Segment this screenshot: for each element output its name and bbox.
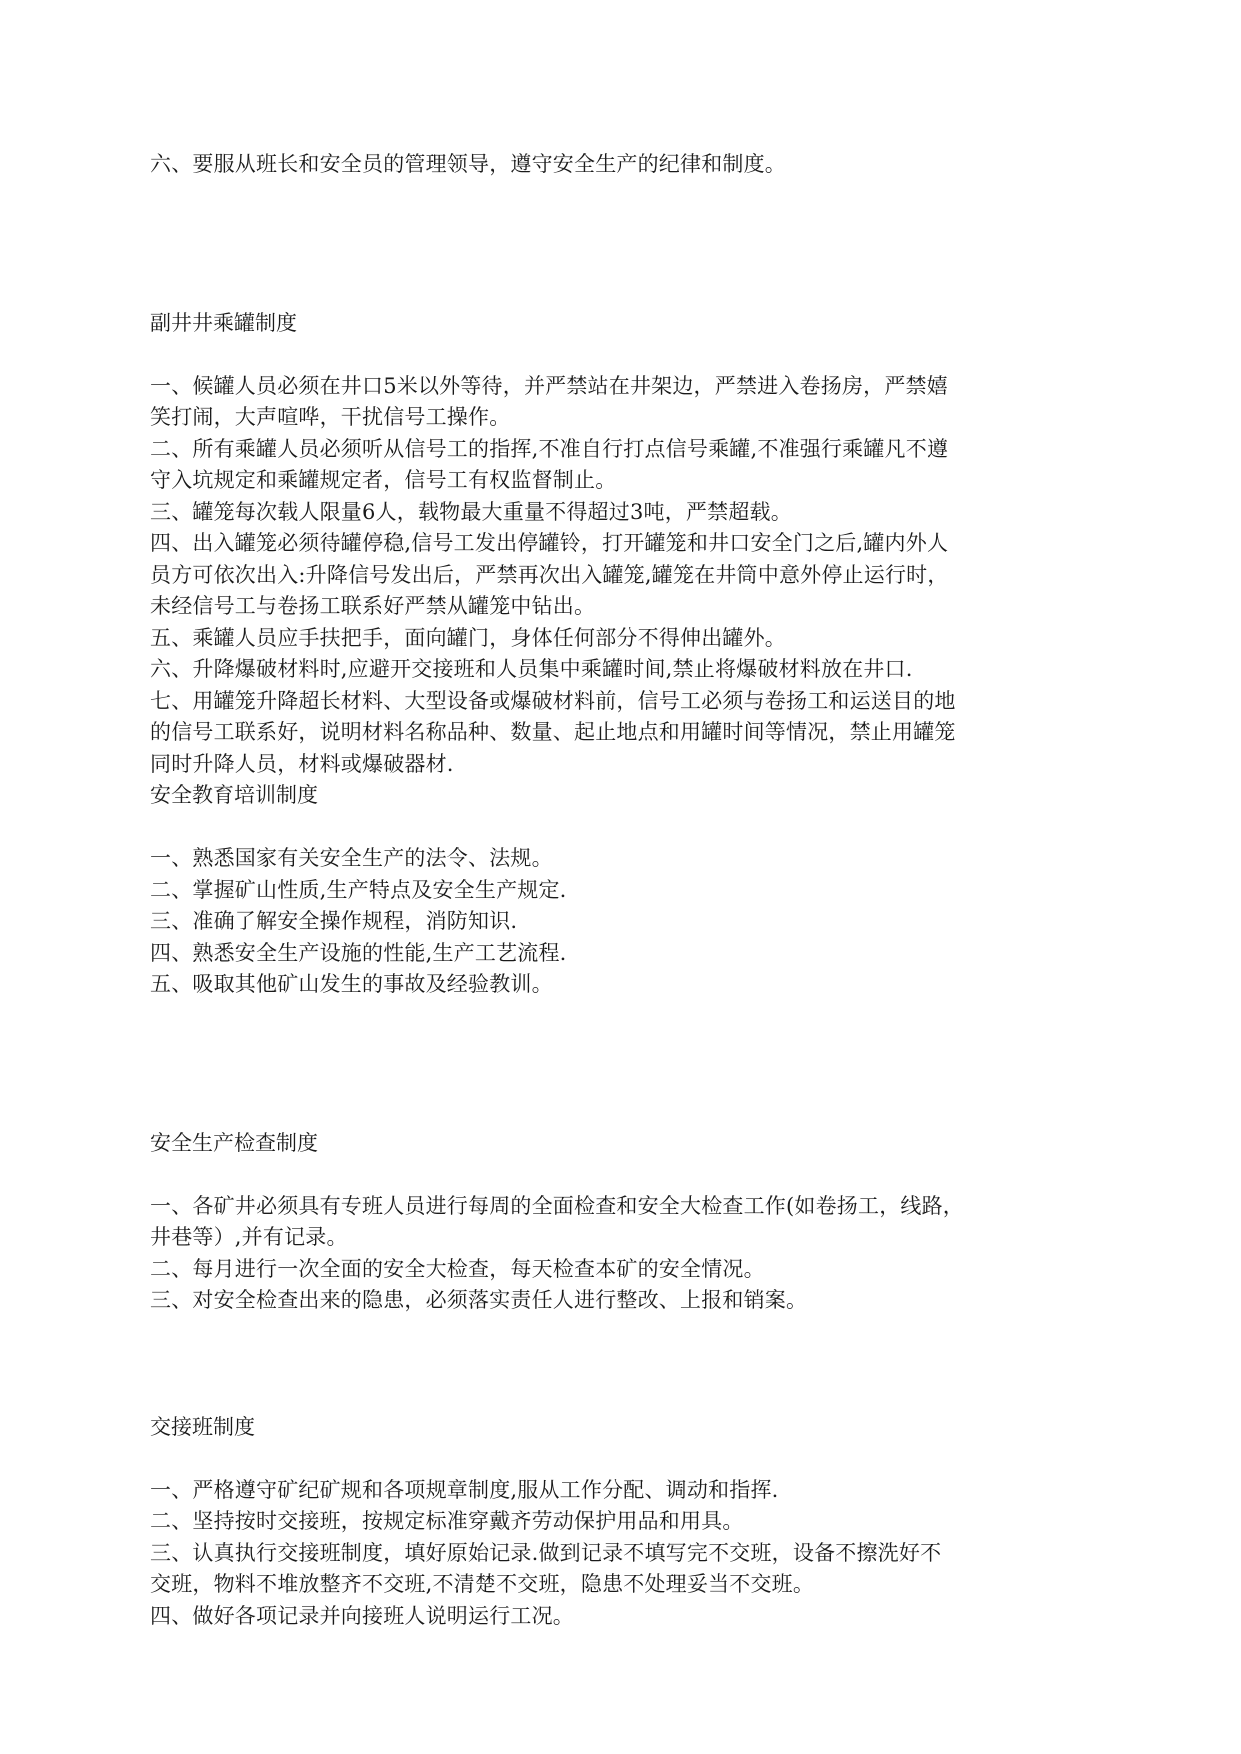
spacer — [150, 339, 1090, 371]
body-line: 未经信号工与卷扬工联系好严禁从罐笼中钻出。 — [150, 594, 596, 618]
body-line: 五、吸取其他矿山发生的事故及经验教训。 — [150, 972, 553, 996]
body-line: 二、每月进行一次全面的安全大检查，每天检查本矿的安全情况。 — [150, 1256, 765, 1281]
body-line: 同时升降人员，材料或爆破器材. — [150, 751, 454, 776]
spacer — [150, 1001, 1090, 1128]
body-line: 三、罐笼每次载人限量6人，载物最大重量不得超过3吨，严禁超载。 — [150, 499, 792, 524]
body-line: 二、所有乘罐人员必须听从信号工的指挥,不准自行打点信号乘罐,不准强行乘罐凡不遵 — [150, 436, 949, 461]
body-line: 三、对安全检查出来的隐患，必须落实责任人进行整改、上报和销案。 — [150, 1288, 808, 1312]
spacer — [150, 812, 1090, 844]
body-line: 三、认真执行交接班制度，填好原始记录.做到记录不填写完不交班，设备不擦洗好不 — [150, 1540, 942, 1565]
section-body — [150, 1475, 1090, 1633]
spacer — [150, 1317, 1090, 1412]
spacer — [150, 181, 1090, 308]
body-line: 四、做好各项记录并向接班人说明运行工况。 — [150, 1603, 574, 1628]
section-title: 安全生产检查制度 — [150, 1130, 318, 1155]
intro-line: 六、要服从班长和安全员的管理领导，遵守安全生产的纪律和制度。 — [150, 152, 786, 176]
body-line: 守入坑规定和乘罐规定者，信号工有权监督制止。 — [150, 468, 617, 492]
body-line: 三、准确了解安全操作规程，消防知识. — [150, 909, 518, 933]
section-body — [150, 843, 1090, 1001]
body-line: 四、熟悉安全生产设施的性能,生产工艺流程. — [150, 940, 567, 965]
body-line: 的信号工联系好，说明材料名称品种、数量、起止地点和用罐时间等情况，禁止用罐笼 — [150, 720, 956, 744]
spacer — [150, 1159, 1090, 1191]
document-page — [150, 149, 1090, 1632]
body-line: 一、熟悉国家有关安全生产的法令、法规。 — [150, 846, 553, 870]
body-line: 四、出入罐笼必须待罐停稳,信号工发出停罐铃，打开罐笼和井口安全门之后,罐内外人 — [150, 531, 949, 555]
body-line: 笑打闹，大声喧哗，干扰信号工操作。 — [150, 405, 511, 429]
body-line: 员方可依次出入:升降信号发出后，严禁再次出入罐笼,罐笼在井筒中意外停止运行时， — [150, 562, 949, 587]
body-line: 一、各矿井必须具有专班人员进行每周的全面检查和安全大检查工作(如卷扬工，线路， — [150, 1193, 964, 1218]
body-line: 二、掌握矿山性质,生产特点及安全生产规定. — [150, 877, 567, 902]
section-body — [150, 1191, 1090, 1317]
section-title: 交接班制度 — [150, 1414, 255, 1439]
body-line: 交班，物料不堆放整齐不交班,不清楚不交班，隐患不处理妥当不交班。 — [150, 1572, 815, 1596]
body-line: 七、用罐笼升降超长材料、大型设备或爆破材料前，信号工必须与卷扬工和运送目的地 — [150, 688, 956, 713]
section-title: 安全教育培训制度 — [150, 783, 318, 807]
body-line: 五、乘罐人员应手扶把手，面向罐门，身体任何部分不得伸出罐外。 — [150, 625, 786, 650]
spacer — [150, 1443, 1090, 1475]
body-line: 一、候罐人员必须在井口5米以外等待，并严禁站在井架边，严禁进入卷扬房，严禁嬉 — [150, 373, 948, 398]
section-body — [150, 371, 1090, 781]
body-line: 二、坚持按时交接班，按规定标准穿戴齐劳动保护用品和用具。 — [150, 1509, 744, 1533]
body-line: 六、升降爆破材料时,应避开交接班和人员集中乘罐时间,禁止将爆破材料放在井口. — [150, 657, 913, 681]
body-line: 一、严格遵守矿纪矿规和各项规章制度,服从工作分配、调动和指挥. — [150, 1477, 779, 1502]
body-line: 井巷等）,并有记录。 — [150, 1225, 348, 1249]
section-title: 副井井乘罐制度 — [150, 310, 297, 335]
